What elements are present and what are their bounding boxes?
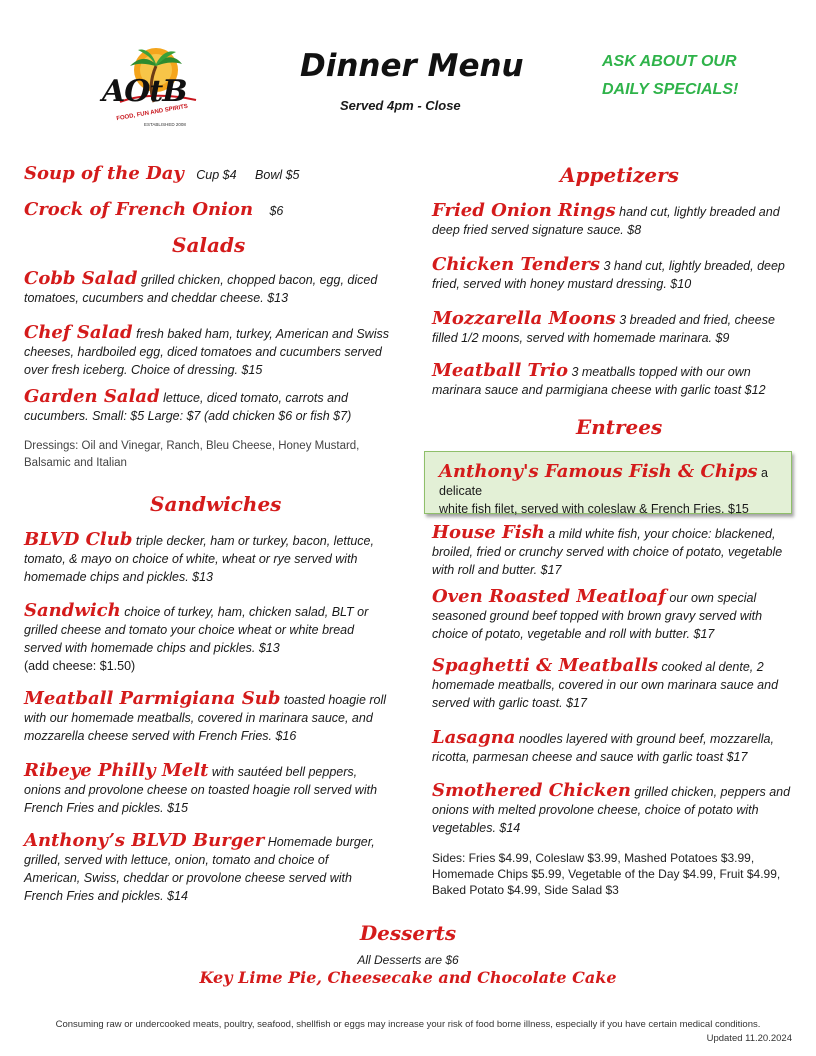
item-name: Lasagna: [432, 727, 516, 748]
updated-date: Updated 11.20.2024: [706, 1033, 792, 1044]
menu-item: [24, 832, 376, 905]
menu-item: [24, 762, 394, 817]
onion-name: Crock of French Onion: [24, 199, 254, 220]
desserts-price-note: All Desserts are $6: [357, 953, 459, 967]
item-desc: grilled chicken, peppers and onions with melted provolone cheese, choice of potato with vegetables. $14: [432, 785, 791, 835]
item-desc: lettuce, diced tomato, carrots and cucumbers. Small: $5 Large: $7 (add chicken $6 or fish $7): [24, 391, 352, 423]
menu-item: [24, 531, 394, 586]
menu-item: [432, 362, 794, 399]
item-name: BLVD Club: [24, 529, 133, 550]
food-safety-warning: Consuming raw or undercooked meats, poultry, seafood, shellfish or eggs may increase your risk of food borne illness, especially if you have certain medical conditions.: [55, 1019, 761, 1030]
item-name: Fried Onion Rings: [432, 200, 616, 221]
item-desc: grilled chicken, chopped bacon, egg, diced tomatoes, cucumbers and cheddar cheese. $13: [24, 273, 378, 305]
menu-item: [432, 256, 794, 293]
featured-fish-box: [424, 451, 792, 514]
item-desc: 3 breaded and fried, cheese filled 1/2 moons, served with homemade marinara. $9: [432, 313, 775, 345]
logo-letters: AOtB: [102, 74, 187, 109]
featured-desc: a delicate: [439, 466, 768, 498]
menu-item: [432, 588, 794, 643]
logo-established: ESTABLISHED 2008: [144, 122, 186, 127]
menu-item: [432, 524, 794, 579]
dressings-list: Dressings: Oil and Vinegar, Ranch, Bleu Cheese, Honey Mustard, Balsamic and Italian: [24, 440, 360, 469]
menu-item: [432, 657, 794, 712]
item-name: Smothered Chicken: [432, 780, 631, 801]
soup-cup-price: Cup $4: [196, 168, 237, 182]
item-name: Oven Roasted Meatloaf: [432, 586, 666, 607]
item-desc: with sautéed bell peppers, onions and provolone cheese on toasted hoagie roll served with French Fries and pickles. $15: [24, 765, 378, 815]
served-hours: Served 4pm - Close: [340, 98, 461, 113]
menu-item: [432, 310, 794, 347]
salads-heading: Salads: [172, 233, 246, 257]
item-name: Chef Salad: [24, 322, 133, 343]
menu-item: [432, 782, 794, 837]
menu-item: [24, 324, 394, 379]
featured-name: Anthony's Famous Fish & Chips: [439, 461, 758, 482]
soup-name: Soup of the Day: [24, 163, 184, 184]
item-desc: 3 hand cut, lightly breaded, deep fried, served with honey mustard dressing. $10: [432, 259, 785, 291]
menu-item: [24, 270, 394, 307]
menu-item: [24, 690, 394, 745]
item-desc: cooked al dente, 2 homemade meatballs, covered in our own marinara sauce and served with garlic toast. $17: [432, 660, 779, 710]
item-desc: noodles layered with ground beef, mozzarella, ricotta, parmesan cheese and sauce with garlic toast $17: [432, 732, 774, 764]
item-name: Mozzarella Moons: [432, 308, 616, 329]
featured-desc-2: white fish filet, served with coleslaw & French Fries. $15: [439, 502, 749, 516]
appetizers-heading: Appetizers: [560, 163, 679, 187]
menu-item: [432, 729, 794, 766]
onion-price: $6: [269, 204, 284, 218]
soup-bowl-price: Bowl $5: [255, 168, 300, 182]
item-desc: 3 meatballs topped with our own marinara sauce and parmigiana cheese with garlic toast $12: [432, 365, 766, 397]
menu-item: [432, 202, 794, 239]
logo-tagline: FOOD, FUN AND SPIRITS: [116, 103, 189, 123]
specials-line-2: DAILY SPECIALS!: [602, 81, 739, 98]
item-desc: our own special seasoned ground beef topped with brown gravy served with choice of potato, vegetable and roll with butter. $17: [432, 591, 763, 641]
item-name: Meatball Parmigiana Sub: [24, 688, 281, 709]
specials-line-1: ASK ABOUT OUR: [602, 53, 737, 70]
item-desc: hand cut, lightly breaded and deep fried served signature sauce. $8: [432, 205, 780, 237]
item-name: Chicken Tenders: [432, 254, 601, 275]
desserts-heading: Desserts: [359, 921, 457, 945]
sandwiches-heading: Sandwiches: [150, 492, 282, 516]
french-onion: [24, 199, 283, 220]
item-desc: toasted hoagie roll with our homemade meatballs, covered in marinara sauce, and mozzarella cheese served with French Fries. $16: [24, 693, 387, 743]
specials-note: [602, 48, 738, 104]
item-name: Ribeye Philly Melt: [24, 760, 209, 781]
item-name: Cobb Salad: [24, 268, 138, 289]
item-desc: fresh baked ham, turkey, American and Swiss cheeses, hardboiled egg, diced tomatoes and cucumbers served over fresh iceberg. Choice of dressing. $15: [24, 327, 389, 377]
item-name: House Fish: [432, 522, 545, 543]
desserts-list: Key Lime Pie, Cheesecake and Chocolate Cake: [199, 968, 617, 987]
item-desc: choice of turkey, ham, chicken salad, BLT or grilled cheese and tomato your choice wheat or white bread served with homemade chips and pickles. $13: [24, 605, 369, 655]
menu-item: [24, 388, 394, 425]
item-name: Anthony’s BLVD Burger: [24, 830, 265, 851]
soup-of-day: [24, 163, 300, 184]
item-desc: Homemade burger, grilled, served with lettuce, onion, tomato and choice of American, Swiss, cheddar or provolone cheese served with French Fries and pickles. $14: [24, 835, 375, 903]
item-desc: a mild white fish, your choice: blackened, broiled, fried or crunchy served with choice of potato, vegetable with roll and butter. $17: [432, 527, 783, 577]
restaurant-logo: [100, 36, 206, 132]
item-name: Garden Salad: [24, 386, 160, 407]
entrees-heading: Entrees: [576, 415, 663, 439]
sides-list: Sides: Fries $4.99, Coleslaw $3.99, Mashed Potatoes $3.99, Homemade Chips $5.99, Vegetable of the Day $4.99, Fruit $4.99, Baked Potato $4.99, Side Salad $3: [432, 851, 781, 897]
menu-item: [24, 602, 394, 675]
item-extra: (add cheese: $1.50): [24, 659, 136, 673]
item-name: Spaghetti & Meatballs: [432, 655, 659, 676]
page-title: Dinner Menu: [300, 48, 524, 84]
item-desc: triple decker, ham or turkey, bacon, lettuce, tomato, & mayo on choice of white, wheat or rye served with homemade chips and pickles. $13: [24, 534, 374, 584]
item-name: Sandwich: [24, 600, 121, 621]
item-name: Meatball Trio: [432, 360, 568, 381]
